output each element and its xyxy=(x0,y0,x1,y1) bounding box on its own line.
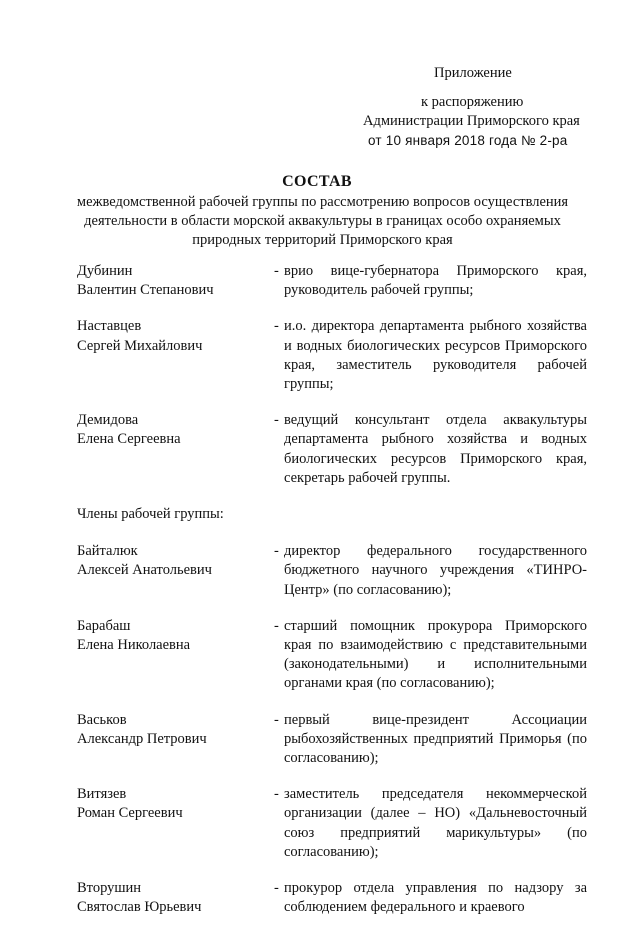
person-name xyxy=(77,711,274,769)
order-reference: к распоряжению xyxy=(421,94,524,110)
surname: Наставцев xyxy=(77,318,142,335)
given-names: Валентин Степанович xyxy=(77,282,214,299)
roster-entry xyxy=(77,617,587,694)
person-role: старший помощник прокурора Приморского края по взаимодействию с представительными (законодательными) и исполнительными органами края (по согласованию); xyxy=(284,617,587,692)
given-names: Елена Николаевна xyxy=(77,637,191,654)
person-name xyxy=(77,411,274,488)
surname: Барабаш xyxy=(77,617,131,634)
surname: Вторушин xyxy=(77,880,142,897)
dash-separator: - xyxy=(274,412,279,429)
dash-separator: - xyxy=(274,786,279,803)
roster-entry xyxy=(77,262,587,300)
person-role: и.о. директора департамента рыбного хозяйства и водных биологических ресурсов Приморского края, заместитель руководителя рабочей группы; xyxy=(284,318,587,393)
roster-entry xyxy=(77,411,587,488)
dash-separator: - xyxy=(274,543,279,560)
person-name xyxy=(77,262,274,300)
appendix-label: Приложение xyxy=(434,65,512,81)
person-name xyxy=(77,542,274,600)
person-role: директор федерального государственного бюджетного научного учреждения «ТИНРО-Центр» (по согласованию); xyxy=(284,543,587,598)
roster-entry xyxy=(77,317,587,394)
person-name xyxy=(77,317,274,394)
given-names: Святослав Юрьевич xyxy=(77,899,202,916)
surname: Байталюк xyxy=(77,543,138,560)
order-date-number: от 10 января 2018 года № 2-ра xyxy=(368,133,568,148)
given-names: Роман Сергеевич xyxy=(77,805,183,822)
members-heading: Члены рабочей группы: xyxy=(77,506,224,523)
roster-entry xyxy=(77,879,587,917)
document-title: СОСТАВ xyxy=(282,173,352,190)
dash-separator: - xyxy=(274,263,279,279)
roster-entry xyxy=(77,711,587,769)
dash-separator: - xyxy=(274,711,279,728)
person-role: ведущий консультант отдела аквакультуры департамента рыбного хозяйства и водных биологических ресурсов Приморского края, секретарь рабочей группы. xyxy=(284,412,587,486)
dash-separator: - xyxy=(274,617,279,634)
surname: Дубинин xyxy=(77,263,133,279)
document-subtitle: межведомственной рабочей группы по рассмотрению вопросов осуществления деятельности в области морской аквакультуры в границах особо охраняемых природных территорий Приморского края xyxy=(76,194,569,248)
given-names: Сергей Михайлович xyxy=(77,337,203,354)
administration-name: Администрации Приморского края xyxy=(363,113,580,129)
person-name xyxy=(77,617,274,694)
roster xyxy=(77,262,587,934)
person-role: прокурор отдела управления по надзору за соблюдением федерального и краевого xyxy=(284,880,587,916)
person-role: врио вице-губернатора Приморского края, руководитель рабочей группы; xyxy=(284,263,587,299)
given-names: Алексей Анатольевич xyxy=(77,562,212,579)
person-role: первый вице-президент Ассоциации рыбохозяйственных предприятий Приморья (по согласованию); xyxy=(284,711,587,767)
person-role: заместитель председателя некоммерческой организации (далее – НО) «Дальневосточный союз предприятий марикультуры» (по согласованию); xyxy=(284,786,587,860)
given-names: Александр Петрович xyxy=(77,730,207,747)
roster-entry xyxy=(77,542,587,600)
dash-separator: - xyxy=(274,318,279,335)
person-name xyxy=(77,879,274,917)
roster-entry xyxy=(77,785,587,862)
appendix-header xyxy=(300,64,585,150)
dash-separator: - xyxy=(274,880,279,897)
surname: Витязев xyxy=(77,786,127,803)
surname: Васьков xyxy=(77,711,127,728)
surname: Демидова xyxy=(77,412,139,429)
person-name xyxy=(77,785,274,862)
given-names: Елена Сергеевна xyxy=(77,431,181,448)
